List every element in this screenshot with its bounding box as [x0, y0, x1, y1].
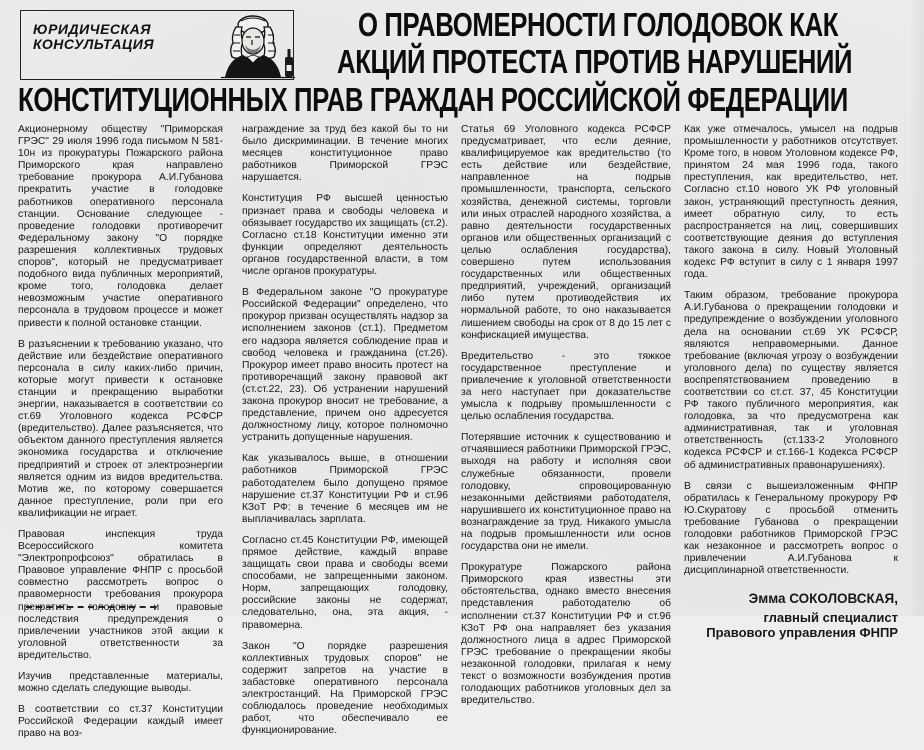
paragraph: Статья 69 Уголовного кодекса РСФСР предусматривает, что если деяние, квалифицируемое как вредительство (то есть действие или бездействие, направленное на подрыв промышленности, транспорта, сельского хозяйства, денежной системы, торговли или иных отраслей народного хозяйства, а равно деятельности государственных органов или общественных организаций с целью ослабления государства), совершено путем использования государственных или общественных предприятий, учреждений, организаций либо путем противодействия их нормальной работе, то оно наказывается лишением свободы на срок от 8 до 15 лет с конфискацией имущества. — [461, 124, 671, 341]
author-role-line-1: главный специалист — [763, 610, 898, 626]
paragraph: Прокуратуре Пожарского района Приморского края известны эти обстоятельства, однако вместо внесения представления работодателю об исполнении ст.37 Конституции РФ и ст.96 КЗоТ РФ она направляет без указания должностного лица в адрес Приморской ГРЭС требование о прекращении якобы незаконной голодовки, прилагая к нему текст о возможности возбуждения против голодающих работников уголовных дел за вредительство. — [461, 562, 671, 707]
paragraph: Потерявшие источник к существованию и отчаявшиеся работники Приморской ГРЭС, выходя на работу и исполняя свои служебные обязанности, провели голодовку, спровоцированную незаконными действиями работодателя, нарушившего их конституционное право на вознаграждение за труд. Никакого умысла на подрыв промышленности или основ государства они не имели. — [461, 432, 671, 553]
paragraph: Изучив представленные материалы, можно сделать следующие выводы. — [18, 671, 223, 695]
paragraph: Как уже отмечалось, умысел на подрыв промышленности у работников отсутствует. Кроме того, в новом Уголовном кодексе РФ, принятом 24 мая 1996 года, такого преступления, как вредительство, нет. Согласно ст.10 нового УК РФ уголовный закон, устраняющий преступность деяния, имеет обратную силу, то есть распространяется на лиц, совершивших соответствующие деяния до вступления такого закона в силу. Новый Уголовный кодекс РФ вступит в силу с 1 января 1997 года. — [684, 124, 898, 281]
headline-line-2: АКЦИЙ ПРОТЕСТА ПРОТИВ НАРУШЕНИЙ — [337, 43, 853, 80]
author-role-line-2: Правового управления ФНПР — [706, 625, 898, 641]
paragraph: В разъяснении к требованию указано, что действие или бездействие оперативного персонала в силу каких-либо причин, которые могут привести к остановке станции и прекращению выработки энергии, наказывается в соответствии со ст.69 Уголовного кодекса РСФСР (вредительство). Далее разъясняется, что объектом данного преступления является экономика государства и отключение предприятий и строек от электроэнергии является одним из видов вредительства. Мотив же, по которому совершается данное преступление, роли при его квалификации не играет. — [18, 338, 223, 519]
rubric-line-1: ЮРИДИЧЕСКАЯ — [33, 21, 151, 37]
paragraph: В связи с вышеизложенным ФНПР обратилась к Генеральному прокурору РФ Ю.Скуратову с просьбой отменить требование Губанова о прекращении голодовки работников Приморской ГРЭС как незаконное и рассмотреть вопрос о привлечении А.И.Губанова к дисциплинарной ответственности. — [684, 480, 898, 577]
article-column-2 — [242, 124, 448, 746]
paragraph: Акционерному обществу "Приморская ГРЭС" 29 июля 1996 года письмом N 581-10н из прокуратуры Пожарского района Приморского края направлено требование прокурора А.И.Губанова прекратить участие в голодовке работников оперативного персонала станции. Основание следующее - проведение голодовки противоречит Федеральному закону "О порядке разрешения коллективных трудовых споров", который не предусматривает подобного вида публичных мероприятий, кроме того, голодовка делает невозможным участие оперативного персонала в трудовом процессе и может привести к полной остановке станции. — [18, 124, 223, 329]
rubric-line-2: КОНСУЛЬТАЦИЯ — [33, 36, 155, 52]
paragraph: Правовая инспекция труда Всероссийского комитета "Электропрофсоюз" обратилась в Правовое управление ФНПР с просьбой совместно рассмотреть вопрос о правомерности требования прокурора прекратить голодовку и правовые последствия предупреждения о привлечении участников этой акции к уголовной ответственности за вредительство. — [18, 529, 223, 661]
headline-line-3: КОНСТИТУЦИОННЫХ ПРАВ ГРАЖДАН РОССИЙСКОЙ ФЕДЕРАЦИИ — [18, 81, 848, 118]
paragraph: награждение за труд без какой бы то ни было дискриминации. В течение многих месяцев конституционное право работников Приморской ГРЭС нарушается. — [242, 124, 448, 184]
rubric-box — [20, 10, 294, 80]
paragraph: Как указывалось выше, в отношении работников Приморской ГРЭС работодателем было допущено прямое нарушение ст.37 Конституции РФ и ст.96 КЗоТ РФ: в течение 6 месяцев им не выплачивалась зарплата. — [242, 453, 448, 525]
paragraph: Закон "О порядке разрешения коллективных трудовых споров" не содержит запретов на участие в забастовке оперативного персонала электростанций. На Приморской ГРЭС соблюдалось проведение необходимых работ, что обеспечивало ее функционирование. — [242, 640, 448, 737]
paragraph: Таким образом, требование прокурора А.И.Губанова о прекращении голодовки и предупреждение о возбуждении уголовного дела на основании ст.69 УК РСФСР, являются неправомерными. Данное требование (включая угрозу о возбуждении уголовного дела) по существу является воспрепятствованием проведению в соответствии со ст.ст. 37, 45 Конституции РФ такого публичного мероприятия, как голодовка, за что предусмотрена как административная, так и уголовная ответственность (ст.133-2 Уголовного кодекса РСФСР и ст.166-1 Кодекса РСФСР об административных правонарушениях). — [684, 290, 898, 471]
rubric-label — [33, 22, 154, 52]
paragraph: В соответствии со ст.37 Конституции Российской Федерации каждый имеет право на воз- — [18, 704, 223, 740]
headline-line-1: О ПРАВОМЕРНОСТИ ГОЛОДОВОК КАК — [358, 6, 839, 43]
article-column-3 — [461, 124, 671, 716]
judge-in-wig-icon — [219, 13, 297, 79]
paragraph: Согласно ст.45 Конституции РФ, имеющей прямое действие, каждый вправе защищать свои права и свободы всеми способами, не запрещенными законом. Норм, запрещающих голодовку, российские законы не содержат, следовательно, она, эта акция, - правомерна. — [242, 534, 448, 631]
author-name: Эмма СОКОЛОВСКАЯ, — [748, 591, 898, 607]
article-column-4 — [684, 124, 898, 640]
paragraph: Вредительство - это тяжкое государственное преступление и привлечение к уголовной ответственности за него наступает при доказательстве умысла к подрыву промышленности с целью ослабления государства. — [461, 350, 671, 423]
article-column-1 — [18, 124, 223, 750]
paragraph: В Федеральном законе "О прокуратуре Российской Федерации" определено, что прокурор призван осуществлять надзор за исполнением законов (ст.1). Предметом его надзора является соблюдение прав и свобод человека и гражданина (ст.26). Прокурор имеет право вносить протест на противоречащий закону правовой акт (ст.ст.22, 23). Об устранении нарушений закона прокурор вносит не требование, а представление, причем оно адресуется должностному лицу, которое полномочно устранить допущенные нарушения. — [242, 287, 448, 444]
paragraph: Конституция РФ высшей ценностью признает права и свободы человека и обязывает государство их защищать (ст.2). Согласно ст.18 Конституции именно эти функции определяют деятельность органов государственной власти, в том числе органов прокуратуры. — [242, 193, 448, 278]
cut-line-divider — [26, 606, 156, 618]
page-edge-shadow — [908, 0, 924, 616]
